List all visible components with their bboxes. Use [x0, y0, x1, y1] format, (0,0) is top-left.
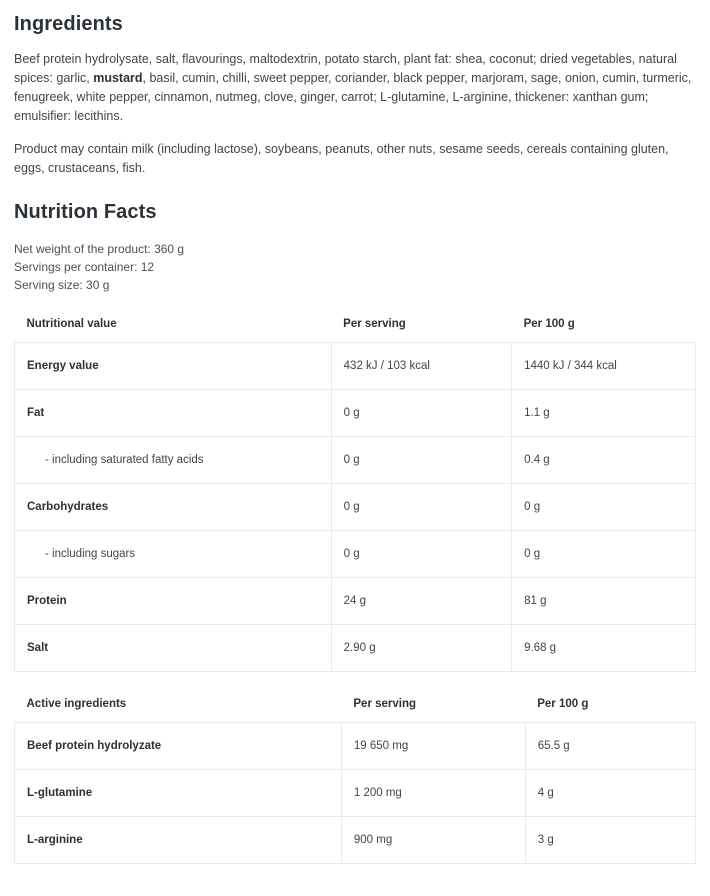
column-header-per-100g: Per 100 g — [537, 698, 589, 710]
table-row — [15, 437, 696, 484]
table-row — [15, 770, 696, 817]
servings-per-container-line: Servings per container: 12 — [14, 260, 155, 274]
row-per-serving: 24 g — [331, 578, 511, 625]
table-row — [15, 531, 696, 578]
table-row — [15, 484, 696, 531]
row-per-serving: 19 650 mg — [341, 723, 525, 770]
ingredients-title: Ingredients — [14, 13, 123, 35]
row-per-100g: 1.1 g — [512, 390, 696, 437]
row-per-serving: 0 g — [331, 531, 511, 578]
table-row — [15, 723, 696, 770]
row-per-100g: 4 g — [525, 770, 695, 817]
row-label: L-glutamine — [15, 770, 342, 817]
column-header-per-serving: Per serving — [343, 318, 406, 330]
table-header-row — [15, 690, 696, 723]
row-label: - including sugars — [15, 531, 332, 578]
product-info-page — [0, 12, 710, 896]
row-per-100g: 3 g — [525, 817, 695, 864]
row-per-serving: 2.90 g — [331, 625, 511, 672]
column-header-per-100g: Per 100 g — [523, 318, 575, 330]
row-per-100g: 0 g — [512, 531, 696, 578]
ingredients-text-part-1: Beef protein hydrolysate, salt, flavourings, maltodextrin, potato starch, plant fat: shea, coconut; dried vegetables, natural spices: garlic, — [14, 52, 677, 85]
row-label: Protein — [15, 578, 332, 625]
row-per-serving: 432 kJ / 103 kcal — [331, 343, 511, 390]
row-per-100g: 1440 kJ / 344 kcal — [512, 343, 696, 390]
row-per-100g: 65.5 g — [525, 723, 695, 770]
net-weight-line: Net weight of the product: 360 g — [14, 242, 185, 256]
column-header-nutritional-value: Nutritional value — [26, 318, 117, 330]
table-header-row — [15, 310, 696, 343]
row-label: Beef protein hydrolyzate — [15, 723, 342, 770]
row-per-serving: 0 g — [331, 390, 511, 437]
row-per-100g: 0.4 g — [512, 437, 696, 484]
row-label: Energy value — [15, 343, 332, 390]
row-per-100g: 0 g — [512, 484, 696, 531]
row-label: Carbohydrates — [15, 484, 332, 531]
row-per-serving: 0 g — [331, 437, 511, 484]
nutrition-meta — [14, 240, 696, 294]
serving-size-line: Serving size: 30 g — [14, 278, 110, 292]
row-label: Salt — [15, 625, 332, 672]
allergen-mustard: mustard — [93, 71, 143, 85]
row-label: - including saturated fatty acids — [15, 437, 332, 484]
table-row — [15, 390, 696, 437]
nutrition-facts-title: Nutrition Facts — [14, 201, 157, 223]
row-label: L-arginine — [15, 817, 342, 864]
allergen-warning: Product may contain milk (including lactose), soybeans, peanuts, other nuts, sesame seeds, cereals containing gluten, eggs, crustaceans, fish. — [14, 142, 669, 175]
bottom-spacer — [14, 882, 696, 896]
table-row — [15, 343, 696, 390]
row-per-serving: 1 200 mg — [341, 770, 525, 817]
active-ingredients-table — [14, 690, 696, 864]
row-label: Fat — [15, 390, 332, 437]
row-per-100g: 81 g — [512, 578, 696, 625]
column-header-per-serving: Per serving — [353, 698, 417, 710]
ingredients-text-part-2: , basil, cumin, chilli, sweet pepper, coriander, black pepper, marjoram, sage, onion, cumin, turmeric, fenugreek, white pepper, cinnamon, nutmeg, clove, ginger, carrot; L-glutamine, L-arginine, thickener: xanthan gum; emulsifier: lecithins. — [14, 71, 692, 123]
ingredients-paragraph — [14, 50, 696, 126]
table-row — [15, 578, 696, 625]
table-row — [15, 625, 696, 672]
nutritional-value-table — [14, 310, 696, 672]
table-row — [15, 817, 696, 864]
row-per-serving: 900 mg — [341, 817, 525, 864]
column-header-active-ingredients: Active ingredients — [26, 698, 127, 710]
row-per-100g: 9.68 g — [512, 625, 696, 672]
row-per-serving: 0 g — [331, 484, 511, 531]
